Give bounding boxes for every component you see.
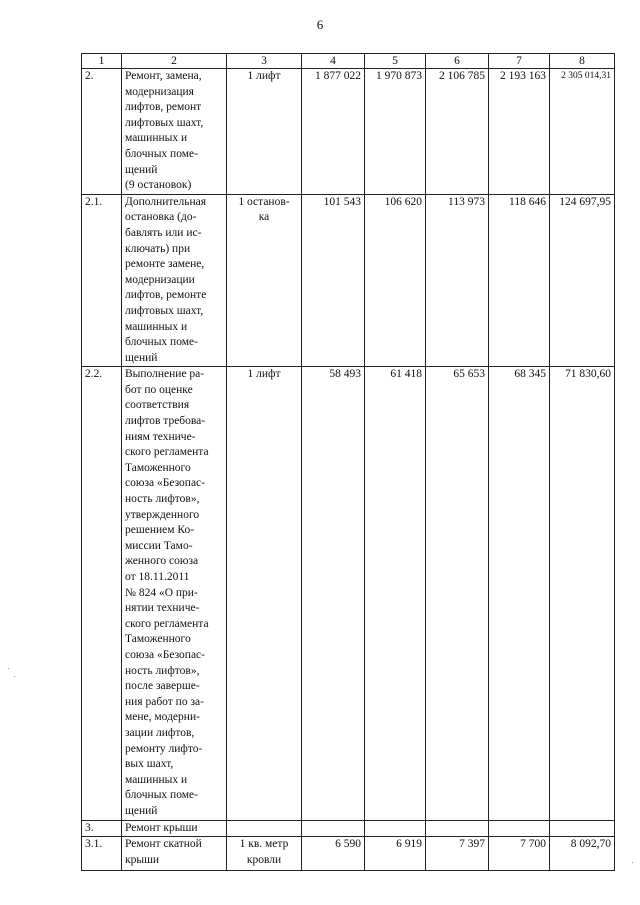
row-number: 2.1. [82, 194, 122, 367]
row-value: 71 830,60 [550, 367, 615, 820]
row-name: Выполнение ра- бот по оценке соответствия лифтов требова- ниям техниче- ского регламента Таможенного союза «Безопас- ность лифтов», утвержденного решением Ко- миссии Тамо- женного союза от 18.11.2011 № 824 «О при- нятии техниче- ского регламента Таможенного союза «Безопас- ность лифтов», после заверше- ния работ по за- мене, модерни- зации лифтов, ремонту лифто- вых шахт, машинных и блочных поме- щений [122, 367, 227, 820]
scan-speck [14, 676, 15, 677]
column-header: 3 [227, 54, 302, 69]
row-value: 7 700 [489, 837, 550, 871]
row-value: 113 973 [426, 194, 489, 367]
row-value [489, 820, 550, 837]
column-header: 4 [302, 54, 365, 69]
tariff-table [81, 53, 615, 871]
table-row [82, 837, 615, 871]
row-value: 6 919 [365, 837, 426, 871]
header-row [82, 54, 615, 69]
row-value: 106 620 [365, 194, 426, 367]
table-row [82, 69, 615, 195]
row-unit: 1 кв. метр кровли [227, 837, 302, 871]
row-value: 61 418 [365, 367, 426, 820]
row-value [550, 820, 615, 837]
row-value [302, 820, 365, 837]
column-header: 1 [82, 54, 122, 69]
row-number: 3.1. [82, 837, 122, 871]
row-name: Ремонт, замена, модернизация лифтов, ремонт лифтовых шахт, машинных и блочных поме- щений (9 остановок) [122, 69, 227, 195]
row-unit [227, 820, 302, 837]
scan-speck [632, 862, 633, 863]
row-value: 101 543 [302, 194, 365, 367]
row-name: Дополнительная остановка (до- бавлять или ис- ключать) при ремонте замене, модернизации лифтов, ремонте лифтовых шахт, машинных и блочных поме- щений [122, 194, 227, 367]
row-unit: 1 лифт [227, 367, 302, 820]
column-header: 2 [122, 54, 227, 69]
row-value: 6 590 [302, 837, 365, 871]
column-header: 6 [426, 54, 489, 69]
row-unit: 1 лифт [227, 69, 302, 195]
table-row [82, 194, 615, 367]
row-number: 2.2. [82, 367, 122, 820]
column-header: 7 [489, 54, 550, 69]
page-number: 6 [316, 17, 324, 32]
row-value: 65 653 [426, 367, 489, 820]
row-number: 3. [82, 820, 122, 837]
row-value: 1 877 022 [302, 69, 365, 195]
row-value: 2 106 785 [426, 69, 489, 195]
row-name: Ремонт крыши [122, 820, 227, 837]
row-value: 7 397 [426, 837, 489, 871]
column-header: 5 [365, 54, 426, 69]
row-value: 118 646 [489, 194, 550, 367]
row-number: 2. [82, 69, 122, 195]
table-row [82, 367, 615, 820]
row-value: 2 305 014,31 [550, 69, 615, 195]
row-unit: 1 останов- ка [227, 194, 302, 367]
row-value [426, 820, 489, 837]
column-header: 8 [550, 54, 615, 69]
row-name: Ремонт скатной крыши [122, 837, 227, 871]
row-value: 2 193 163 [489, 69, 550, 195]
table-row [82, 820, 615, 837]
row-value: 1 970 873 [365, 69, 426, 195]
row-value: 8 092,70 [550, 837, 615, 871]
row-value: 58 493 [302, 367, 365, 820]
scan-speck [8, 668, 9, 669]
row-value [365, 820, 426, 837]
row-value: 124 697,95 [550, 194, 615, 367]
row-value: 68 345 [489, 367, 550, 820]
